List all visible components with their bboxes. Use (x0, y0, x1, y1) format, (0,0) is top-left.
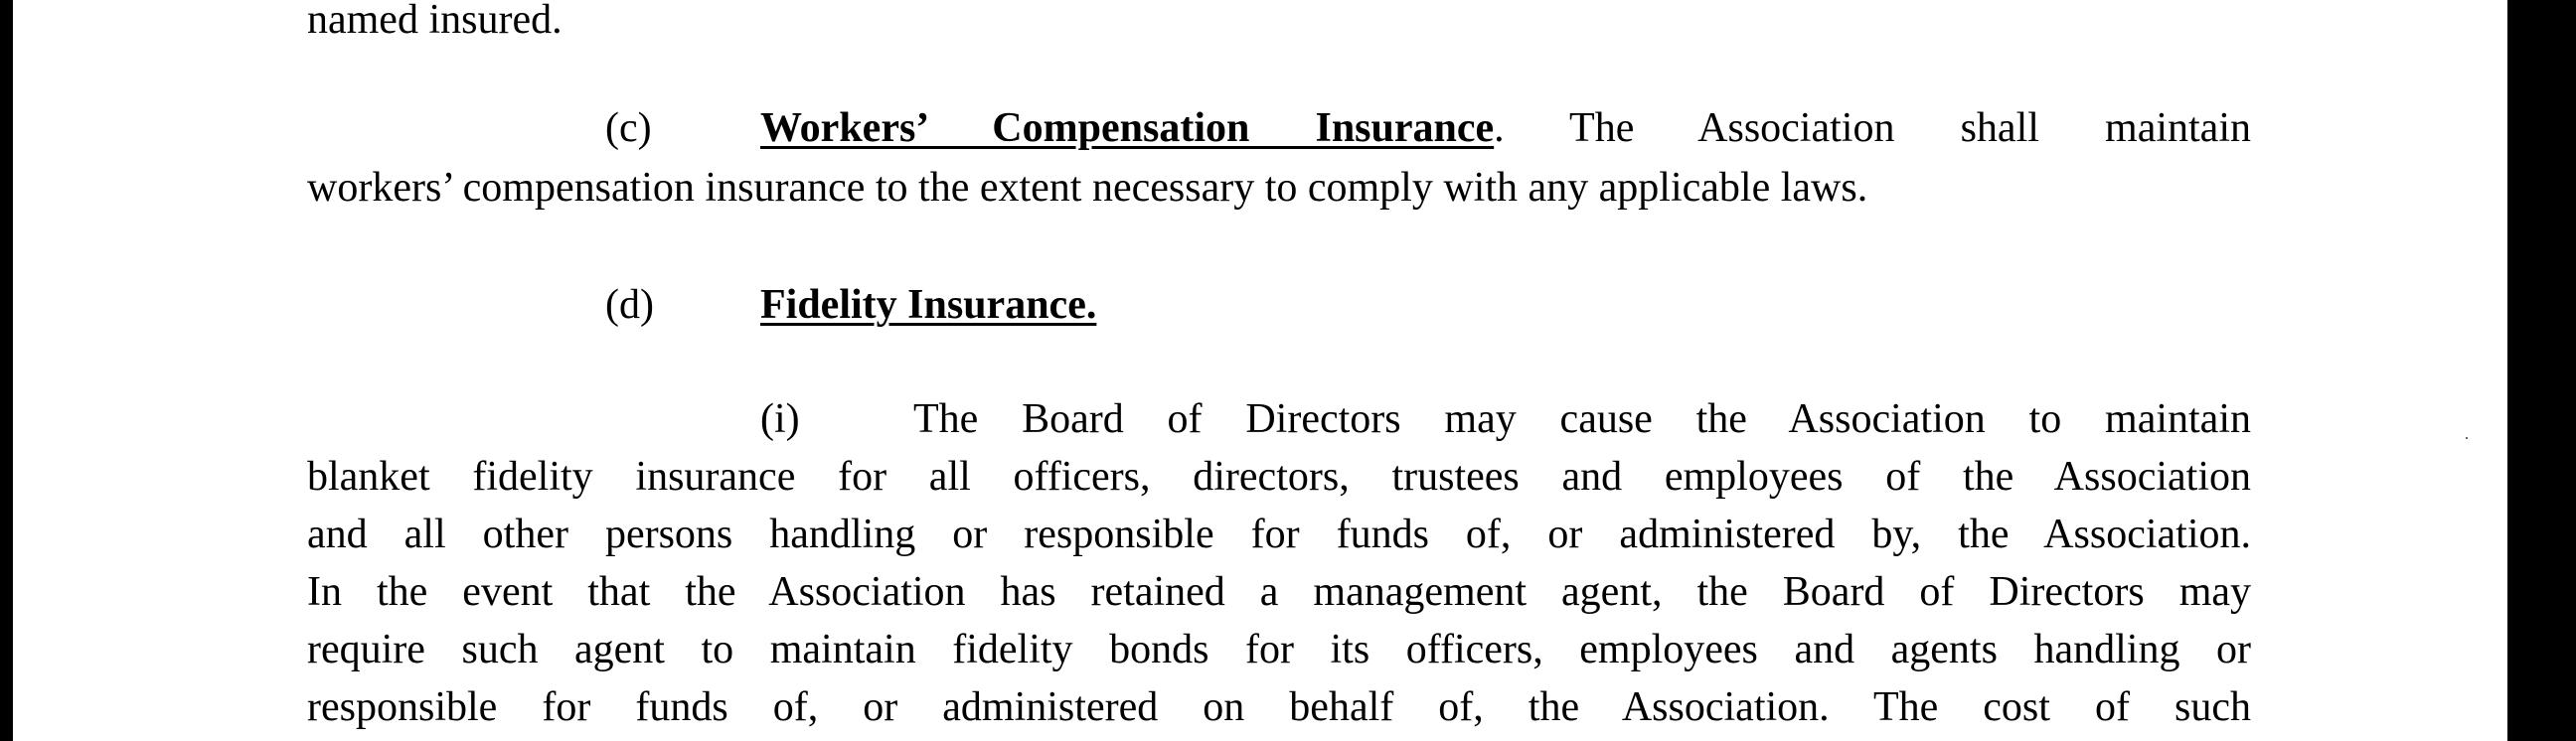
section-d-label: (d) (605, 282, 654, 328)
document-page (13, 0, 2507, 741)
section-c-heading: Workers’ Compensation Insurance (760, 105, 1495, 151)
text-line-fidelity-bonds: require such agent to maintain fidelity bonds for its officers, employees and agents handling or (307, 627, 2251, 672)
scan-speck (2466, 437, 2468, 439)
subsection-i-first-line: The Board of Directors may cause the Association to maintain (913, 396, 2251, 442)
text-line-named-insured: named insured. (307, 0, 563, 43)
subsection-i-label: (i) (760, 396, 800, 442)
text-line-management-agent: In the event that the Association has retained a management agent, the Board of Directors may (307, 569, 2251, 615)
text-line-blanket-fidelity: blanket fidelity insurance for all officers, directors, trustees and employees of the Association (307, 454, 2251, 500)
text-line-cost: responsible for funds of, or administered on behalf of, the Association. The cost of such (307, 684, 2251, 730)
section-c-heading-line (760, 103, 2251, 153)
section-c-label: (c) (605, 105, 652, 151)
section-d-heading: Fidelity Insurance. (760, 282, 1097, 328)
text-line-other-persons: and all other persons handling or responsible for funds of, or administered by, the Association. (307, 512, 2251, 557)
text-line-workers-comp: workers’ compensation insurance to the extent necessary to comply with any applicable laws. (307, 165, 1868, 211)
section-d-heading-line (760, 280, 1096, 330)
section-c-heading-trailer: . The Association shall maintain (1494, 105, 2251, 151)
